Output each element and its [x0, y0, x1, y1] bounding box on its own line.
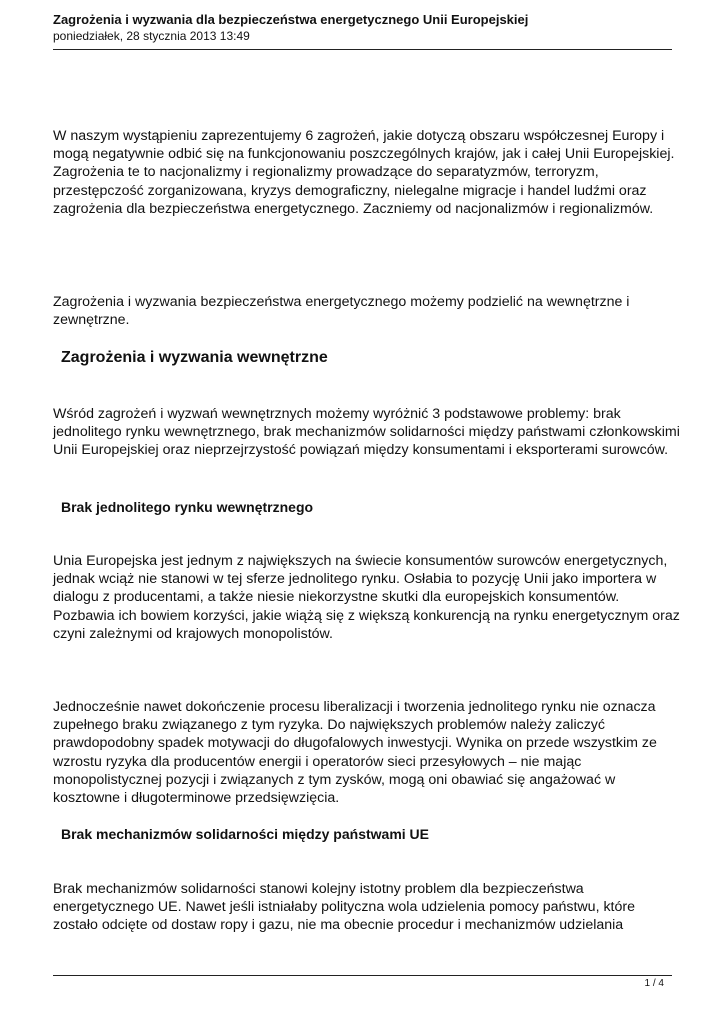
section-heading: Zagrożenia i wyzwania wewnętrzne — [61, 349, 328, 366]
intro-paragraph: W naszym wystąpieniu zaprezentujemy 6 zagrożeń, jakie dotyczą obszaru współczesnej Europy i mogą negatywnie odbić się na funkcjonowaniu poszczególnych krajów, jak i całej Unii Europejskiej. Zagrożenia te to nacjonalizmy i regionalizmy prowadzące do separatyzmów, terroryzm, przestępczość zorganizowana, kryzys demograficzny, nielegalne migracje i handel ludźmi oraz zagrożenia dla bezpieczeństwa energetycznego. Zaczniemy od nacjonalizmów i regionalizmów. — [53, 128, 675, 217]
subheading-solidarity: Brak mechanizmów solidarności między państwami UE — [61, 826, 429, 842]
subheading-single-market: Brak jednolitego rynku wewnętrznego — [61, 499, 314, 515]
liberalization-paragraph: Jednocześnie nawet dokończenie procesu liberalizacji i tworzenia jednolitego rynku nie oznacza zupełnego braku związanego z tym ryzyka. Do największych problemów należy zaliczyć prawdopodobny spadek motywacji do długofalowych inwestycji. Wynika on przede wszystkim ze wzrostu ryzyka dla producentów energii i operatorów sieci przesyłowych – nie mając monopolistycznej pozycji i związanych z tym zysków, mogą oni obawiać się angażować w kosztowne i długoterminowe przedsięwzięcia. — [53, 699, 657, 807]
single-market-paragraph: Unia Europejska jest jednym z największych na świecie konsumentów surowców energetycznych, jednak wciąż nie stanowi w tej sferze jednolitego rynku. Osłabia to pozycję Unii jako importera w dialogu z producentami, a także niesie niekorzystne skutki dla europejskich konsumentów. Pozbawia ich bowiem korzyści, jakie wiążą się z większą konkurencją na rynku energetycznym oraz czyni zależnymi od krajowych monopolistów. — [53, 553, 680, 642]
document-title: Zagrożenia i wyzwania dla bezpieczeństwa energetycznego Unii Europejskiej — [53, 12, 529, 27]
division-paragraph: Zagrożenia i wyzwania bezpieczeństwa energetycznego możemy podzielić na wewnętrzne i zewnętrzne. — [53, 294, 630, 329]
page-header — [53, 12, 693, 44]
document-date: poniedziałek, 28 stycznia 2013 13:49 — [53, 29, 250, 43]
header-divider — [53, 49, 672, 50]
solidarity-paragraph: Brak mechanizmów solidarności stanowi kolejny istotny problem dla bezpieczeństwa energetycznego UE. Nawet jeśli istniałaby polityczna wola udzielenia pomocy państwu, które zostało odcięte od dostaw ropy i gazu, nie ma obecnie procedur i mechanizmów udzielania — [53, 881, 635, 934]
page-number: 1 / 4 — [644, 978, 664, 989]
section-intro-paragraph: Wśród zagrożeń i wyzwań wewnętrznych możemy wyróżnić 3 podstawowe problemy: brak jednolitego rynku wewnętrznego, brak mechanizmów solidarności między państwami członkowskimi Unii Europejskiej oraz nieprzejrzystość powiązań między konsumentami i eksporterami surowców. — [53, 406, 680, 459]
footer-divider — [53, 975, 672, 976]
